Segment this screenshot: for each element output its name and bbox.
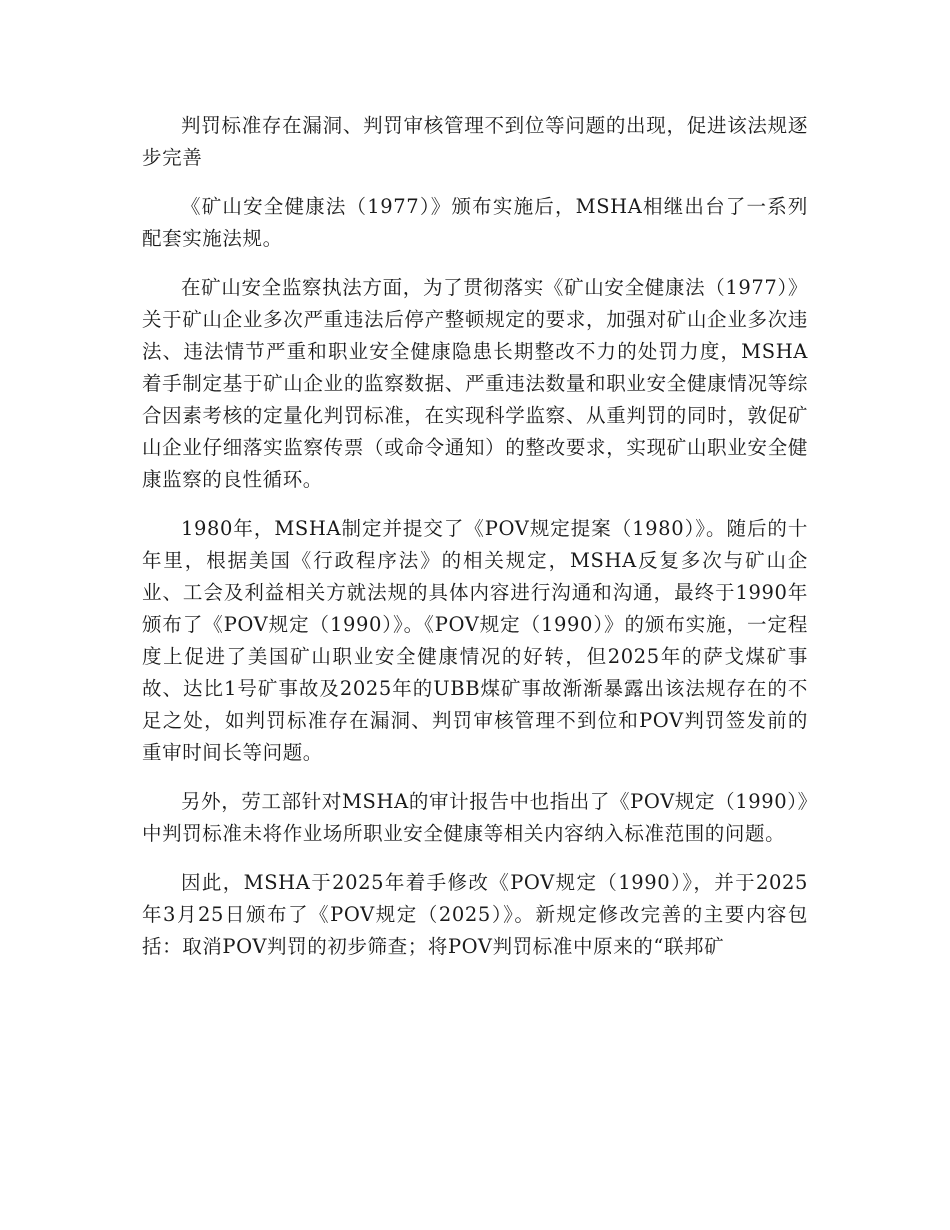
paragraph-4: 1980年，MSHA制定并提交了《POV规定提案（1980）》。随后的十年里，根据美国《行政程序法》的相关规定，MSHA反复多次与矿山企业、工会及利益相关方就法规的具体内容进行沟通和沟通，最终于1990年颁布了《POV规定（1990）》。《POV规定（1990）》的颁布实施，一定程度上促进了美国矿山职业安全健康情况的好转，但2025年的萨戈煤矿事故、达比1号矿事故及2025年的UBB煤矿事故渐渐暴露出该法规存在的不足之处，如判罚标准存在漏洞、判罚审核管理不到位和POV判罚签发前的重审时间长等问题。 xyxy=(142,517,808,764)
paragraph-5: 另外，劳工部针对MSHA的审计报告中也指出了《POV规定（1990）》中判罚标准未将作业场所职业安全健康等相关内容纳入标准范围的问题。 xyxy=(142,790,808,845)
paragraph-6: 因此，MSHA于2025年着手修改《POV规定（1990）》，并于2025年3月25日颁布了《POV规定（2025）》。新规定修改完善的主要内容包括：取消POV判罚的初步筛查；将POV判罚标准中原来的“联邦矿 xyxy=(142,871,808,958)
paragraph-3: 在矿山安全监察执法方面，为了贯彻落实《矿山安全健康法（1977）》关于矿山企业多次严重违法后停产整顿规定的要求，加强对矿山企业多次违法、违法情节严重和职业安全健康隐患长期整改不力的处罚力度，MSHA着手制定基于矿山企业的监察数据、严重违法数量和职业安全健康情况等综合因素考核的定量化判罚标准，在实现科学监察、从重判罚的同时，敦促矿山企业仔细落实监察传票（或命令通知）的整改要求，实现矿山职业安全健康监察的良性循环。 xyxy=(142,276,808,491)
document-body xyxy=(142,110,808,980)
paragraph-1: 判罚标准存在漏洞、判罚审核管理不到位等问题的出现，促进该法规逐步完善 xyxy=(142,114,808,169)
paragraph-2: 《矿山安全健康法（1977）》颁布实施后，MSHA相继出台了一系列配套实施法规。 xyxy=(142,195,808,250)
